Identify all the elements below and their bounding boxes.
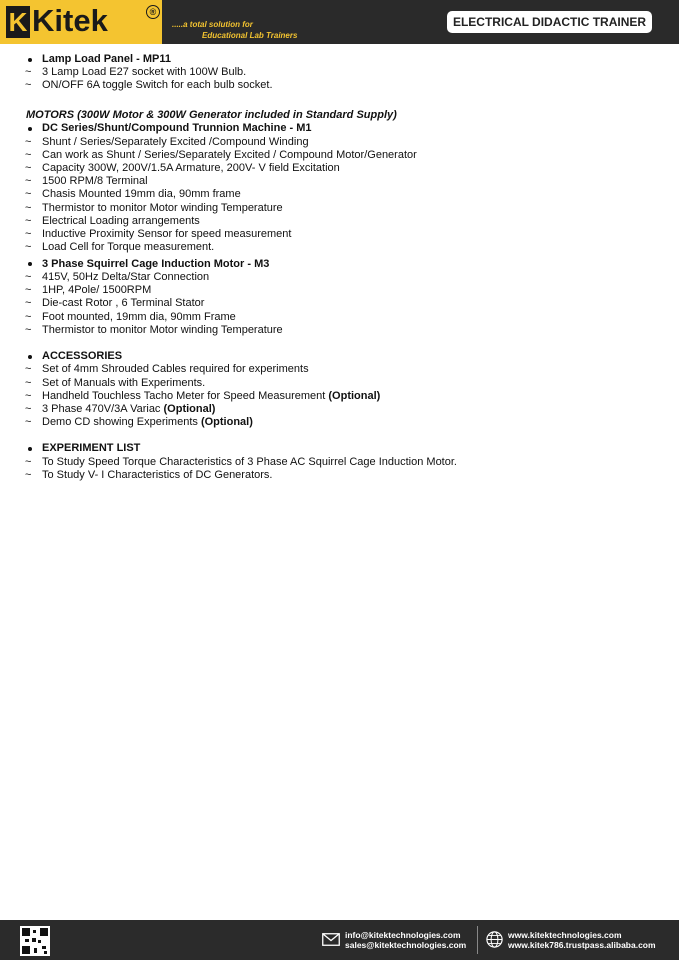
list-item — [26, 469, 666, 482]
list-item — [26, 188, 666, 201]
bullet-dot-icon — [28, 355, 32, 359]
list-item-text: 3 Lamp Load E27 socket with 100W Bulb. — [42, 66, 247, 79]
logo-wordmark: Kitek — [32, 3, 108, 38]
list-item — [26, 284, 666, 297]
tilde-bullet-icon: ~ — [25, 175, 32, 188]
list-item — [26, 241, 666, 254]
list-item-text: Handheld Touchless Tacho Meter for Speed Measurement — [42, 389, 329, 402]
bullet-heading-induction-motor — [26, 258, 666, 271]
bullet-heading-dc-machine — [26, 122, 666, 135]
alibaba-link[interactable]: www.kitek786.trustpass.alibaba.com — [508, 940, 656, 950]
list-item-text: Shunt / Series/Separately Excited /Compound Winding — [42, 135, 309, 148]
logo-k-badge: K — [6, 6, 30, 38]
email-sales-link[interactable]: sales@kitektechnologies.com — [345, 940, 467, 950]
footer-emails — [345, 930, 466, 950]
tilde-bullet-icon: ~ — [25, 310, 32, 323]
optional-tag: (Optional) — [163, 402, 216, 415]
email-info-link[interactable]: info@kitektechnologies.com — [345, 930, 461, 940]
footer-websites — [508, 930, 656, 950]
bullet-heading-accessories — [26, 350, 666, 363]
list-item — [26, 363, 666, 376]
tilde-bullet-icon: ~ — [25, 455, 32, 468]
list-item — [26, 149, 666, 162]
registered-mark: ® — [146, 5, 160, 19]
page-header — [0, 0, 679, 44]
logo-mark — [6, 3, 157, 38]
list-item-text: 3 Phase 470V/3A Variac — [42, 402, 164, 415]
list-item-text: Capacity 300W, 200V/1.5A Armature, 200V- V field Excitation — [42, 162, 340, 174]
list-item-text: To Study Speed Torque Characteristics of 3 Phase AC Squirrel Cage Induction Motor. — [42, 455, 457, 468]
list-item-text: 415V, 50Hz Delta/Star Connection — [42, 271, 210, 283]
spec-content — [26, 53, 666, 482]
list-item — [26, 311, 666, 324]
bullet-dot-icon — [28, 447, 32, 451]
tilde-bullet-icon: ~ — [25, 363, 32, 376]
bullet-heading-experiment-list — [26, 442, 666, 455]
optional-tag: (Optional) — [328, 389, 381, 402]
list-item-text: Demo CD showing Experiments — [42, 416, 201, 429]
bullet-dot-icon — [28, 127, 32, 131]
list-item — [26, 390, 666, 403]
page-footer — [0, 920, 679, 960]
induction-motor-heading: 3 Phase Squirrel Cage Induction Motor - M3 — [42, 257, 270, 270]
list-item-text: Electrical Loading arrangements — [42, 214, 200, 227]
list-item — [26, 175, 666, 188]
bullet-dot-icon — [28, 58, 32, 62]
dc-machine-heading: DC Series/Shunt/Compound Trunnion Machine - M1 — [42, 122, 312, 135]
tilde-bullet-icon: ~ — [25, 241, 32, 254]
tilde-bullet-icon: ~ — [25, 66, 32, 79]
bullet-dot-icon — [28, 262, 32, 266]
list-item-text: Can work as Shunt / Series/Separately Excited / Compound Motor/Generator — [42, 148, 417, 161]
tilde-bullet-icon: ~ — [25, 135, 32, 148]
mail-icon — [322, 933, 340, 946]
list-item — [26, 324, 666, 337]
list-item — [26, 136, 666, 149]
globe-icon — [486, 931, 503, 948]
tilde-bullet-icon: ~ — [25, 271, 32, 283]
list-item — [26, 202, 666, 215]
tilde-bullet-icon: ~ — [25, 297, 32, 310]
tilde-bullet-icon: ~ — [25, 284, 32, 297]
list-item — [26, 228, 666, 241]
list-item-text: 1500 RPM/8 Terminal — [42, 175, 148, 188]
tilde-bullet-icon: ~ — [25, 148, 32, 161]
list-item — [26, 403, 666, 416]
tilde-bullet-icon: ~ — [25, 468, 32, 481]
list-item-text: 1HP, 4Pole/ 1500RPM — [42, 284, 152, 297]
list-item-text: To Study V- I Characteristics of DC Generators. — [42, 468, 273, 481]
list-item — [26, 456, 666, 469]
list-item — [26, 416, 666, 429]
list-item — [26, 297, 666, 310]
tilde-bullet-icon: ~ — [25, 402, 32, 415]
list-item — [26, 271, 666, 284]
tilde-bullet-icon: ~ — [25, 227, 32, 240]
tagline-line-1: .....a total solution for — [172, 20, 253, 29]
list-item-text: Die-cast Rotor , 6 Terminal Stator — [42, 297, 205, 310]
tilde-bullet-icon: ~ — [25, 162, 32, 174]
kitek-logo — [0, 0, 162, 44]
experiment-list-heading: EXPERIMENT LIST — [42, 442, 141, 455]
tilde-bullet-icon: ~ — [25, 416, 32, 429]
tilde-bullet-icon: ~ — [25, 323, 32, 336]
qr-code-icon[interactable] — [20, 926, 50, 956]
list-item-text: Load Cell for Torque measurement. — [42, 241, 215, 254]
list-item-text: Set of Manuals with Experiments. — [42, 376, 206, 389]
list-item — [26, 377, 666, 390]
website-link[interactable]: www.kitektechnologies.com — [508, 930, 622, 940]
tilde-bullet-icon: ~ — [25, 376, 32, 389]
footer-divider — [477, 926, 478, 954]
accessories-heading: ACCESSORIES — [42, 350, 123, 363]
list-item-text: Foot mounted, 19mm dia, 90mm Frame — [42, 310, 236, 323]
list-item-text: Thermistor to monitor Motor winding Temperature — [42, 201, 283, 214]
lamp-panel-heading: Lamp Load Panel - MP11 — [42, 53, 171, 65]
tagline-line-2: Educational Lab Trainers — [202, 31, 298, 40]
motors-section-title: MOTORS (300W Motor & 300W Generator included in Standard Supply) — [26, 109, 397, 122]
tilde-bullet-icon: ~ — [25, 389, 32, 402]
document-title-box — [447, 11, 652, 33]
list-item — [26, 79, 666, 92]
document-title: ELECTRICAL DIDACTIC TRAINER — [452, 15, 647, 29]
list-item — [26, 215, 666, 228]
bullet-heading-lamp-panel — [26, 53, 666, 66]
tilde-bullet-icon: ~ — [25, 214, 32, 227]
list-item-text: Thermistor to monitor Motor winding Temperature — [42, 323, 283, 336]
list-item-text: Set of 4mm Shrouded Cables required for experiments — [42, 363, 309, 376]
tilde-bullet-icon: ~ — [25, 188, 32, 201]
optional-tag: (Optional) — [200, 416, 253, 429]
tilde-bullet-icon: ~ — [25, 201, 32, 214]
list-item-text: ON/OFF 6A toggle Switch for each bulb socket. — [42, 79, 273, 92]
list-item — [26, 66, 666, 79]
list-item-text: Chasis Mounted 19mm dia, 90mm frame — [42, 188, 241, 201]
list-item — [26, 162, 666, 175]
tilde-bullet-icon: ~ — [25, 79, 32, 92]
list-item-text: Inductive Proximity Sensor for speed measurement — [42, 227, 292, 240]
tagline — [166, 19, 297, 41]
